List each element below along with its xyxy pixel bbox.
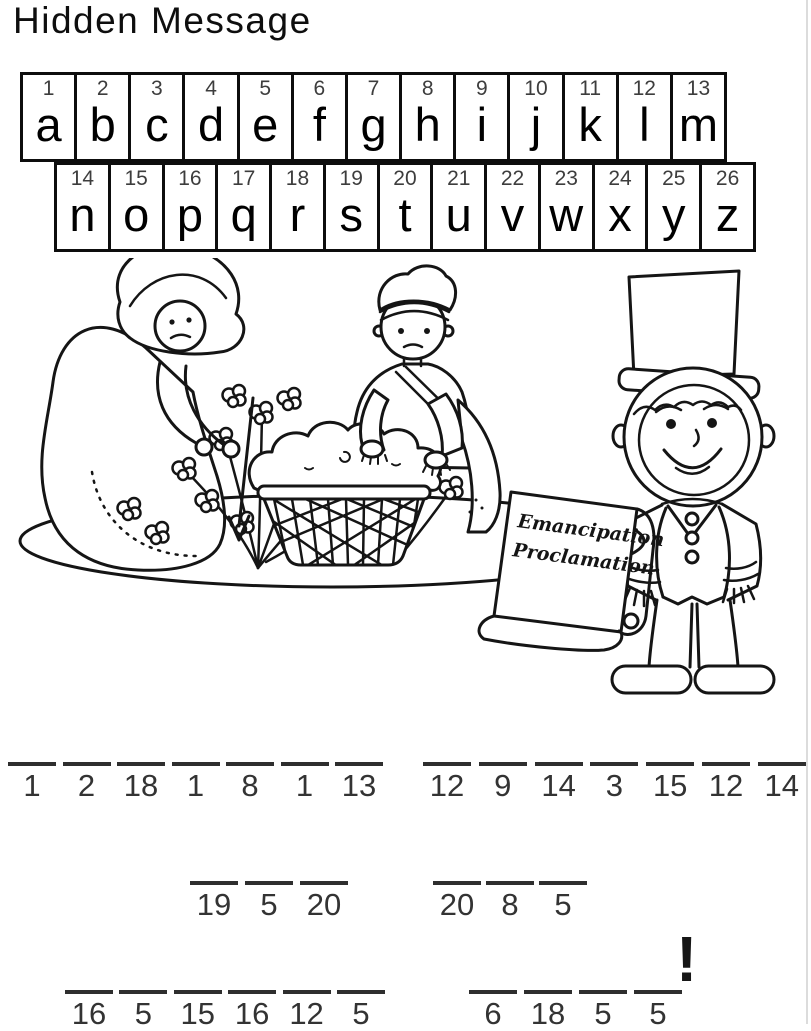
cipher-number: 10 (524, 77, 548, 100)
answer-blank: 18 (117, 762, 165, 801)
cipher-letter: u (445, 188, 472, 241)
cipher-letter: t (398, 188, 412, 241)
answer-blank: 16 (228, 990, 276, 1029)
cipher-cell (702, 165, 753, 249)
cipher-cell (402, 75, 456, 159)
scroll-text-line2: Proclamation (511, 539, 656, 580)
cipher-number: 21 (447, 167, 471, 190)
cipher-letter: m (678, 98, 719, 151)
cipher-letter: j (530, 98, 542, 151)
cipher-cell (565, 75, 619, 159)
cipher-number: 23 (554, 167, 578, 190)
answer-blank: 5 (337, 990, 385, 1029)
cipher-letter: l (639, 98, 650, 151)
answer-blank: 15 (174, 990, 222, 1029)
cipher-cell (673, 75, 724, 159)
cipher-number: 14 (70, 167, 95, 190)
answer-blank: 12 (283, 990, 331, 1029)
cipher-letter: d (197, 98, 225, 151)
cipher-cell (218, 165, 272, 249)
answer-line3-word1 (65, 990, 385, 1029)
cipher-number: 20 (393, 167, 417, 190)
exclamation-mark: ! (676, 923, 698, 995)
cipher-cell (57, 165, 111, 249)
cipher-number: 18 (285, 167, 310, 190)
answer-blank: 1 (8, 762, 56, 801)
scroll-text-line1: Emancipation (516, 510, 666, 552)
answer-blank: 1 (172, 762, 220, 801)
answer-blank: 19 (190, 881, 238, 920)
cipher-letter: w (549, 188, 584, 241)
answer-blank: 20 (300, 881, 348, 920)
cipher-number: 5 (259, 77, 272, 100)
answer-blank: 20 (433, 881, 481, 920)
cipher-letter: v (500, 188, 525, 241)
page-edge-line (806, 0, 808, 1024)
cipher-cell (272, 165, 326, 249)
answer-blank: 18 (524, 990, 572, 1029)
cotton-picker-woman (42, 258, 244, 570)
cipher-cell (131, 75, 185, 159)
cipher-number: 1 (42, 77, 55, 100)
cipher-cell (541, 165, 595, 249)
answer-blank: 12 (702, 762, 750, 801)
emancipation-scroll (479, 492, 666, 650)
cipher-cell (294, 75, 348, 159)
cipher-number: 22 (500, 167, 525, 190)
cipher-table-row2 (54, 162, 756, 252)
cipher-cell (487, 165, 541, 249)
answer-blank: 14 (535, 762, 583, 801)
cipher-number: 9 (475, 77, 488, 100)
cipher-cell (619, 75, 673, 159)
cipher-cell (348, 75, 402, 159)
answer-blank: 13 (335, 762, 383, 801)
cipher-cell (510, 75, 564, 159)
answer-blank: 8 (486, 881, 534, 920)
answer-line1-word2 (423, 762, 806, 801)
cipher-cell (240, 75, 294, 159)
cipher-letter: n (69, 188, 96, 241)
answer-blank: 1 (281, 762, 329, 801)
cipher-cell (595, 165, 649, 249)
answer-blank: 5 (634, 990, 682, 1029)
cipher-number: 11 (579, 77, 602, 100)
answer-line2-word2 (433, 881, 587, 920)
answer-blank: 8 (226, 762, 274, 801)
lincoln-figure (612, 271, 774, 693)
cipher-number: 7 (367, 77, 380, 100)
cipher-letter: s (339, 188, 363, 241)
cipher-letter: p (176, 188, 203, 241)
answer-line2-word1 (190, 881, 348, 920)
answer-blank: 15 (646, 762, 694, 801)
answer-blank: 5 (245, 881, 293, 920)
cipher-cell (23, 75, 77, 159)
cipher-number: 3 (151, 77, 163, 100)
cipher-number: 8 (421, 77, 434, 100)
cipher-number: 12 (632, 77, 656, 100)
cipher-letter: a (35, 98, 62, 151)
cipher-cell (326, 165, 380, 249)
cipher-cell (111, 165, 165, 249)
answer-blank: 16 (65, 990, 113, 1029)
answer-blank: 5 (539, 881, 587, 920)
cipher-letter: e (252, 98, 279, 151)
cipher-letter: c (145, 98, 169, 151)
cipher-letter: k (578, 98, 602, 151)
answer-blank: 2 (63, 762, 111, 801)
cipher-letter: f (312, 98, 326, 151)
answer-line1-word1 (8, 762, 383, 801)
cipher-number: 24 (608, 167, 632, 190)
cipher-letter: q (230, 188, 257, 241)
answer-blank: 12 (423, 762, 471, 801)
cipher-letter: r (289, 188, 306, 241)
cipher-letter: o (123, 188, 150, 241)
cipher-cell (648, 165, 702, 249)
cipher-letter: y (662, 188, 686, 241)
cipher-number: 25 (662, 167, 686, 190)
cipher-letter: z (715, 188, 740, 241)
cipher-cell (165, 165, 219, 249)
answer-blank: 5 (119, 990, 167, 1029)
cipher-number: 17 (232, 167, 256, 190)
cipher-letter: g (360, 98, 387, 151)
cipher-letter: i (476, 98, 488, 151)
cipher-number: 26 (715, 167, 740, 190)
cipher-letter: b (89, 98, 116, 151)
cipher-number: 16 (178, 167, 202, 190)
cipher-cell (77, 75, 131, 159)
cipher-cell (433, 165, 487, 249)
worksheet-illustration (0, 258, 811, 710)
cipher-cell (456, 75, 510, 159)
cipher-letter: x (608, 188, 632, 241)
cipher-number: 19 (339, 167, 363, 190)
cipher-letter: h (414, 98, 441, 151)
cipher-number: 6 (313, 77, 326, 100)
answer-blank: 14 (758, 762, 806, 801)
answer-blank: 9 (479, 762, 527, 801)
page-title: Hidden Message (13, 0, 312, 41)
answer-line3-word2 (469, 990, 682, 1029)
answer-blank: 5 (579, 990, 627, 1029)
answer-blank: 3 (590, 762, 638, 801)
cipher-table-row1 (20, 72, 727, 162)
cipher-number: 4 (205, 77, 217, 100)
cipher-number: 2 (96, 77, 109, 100)
cipher-number: 13 (686, 77, 711, 100)
answer-blank: 6 (469, 990, 517, 1029)
cipher-number: 15 (124, 167, 148, 190)
cipher-cell (185, 75, 239, 159)
cipher-cell (380, 165, 434, 249)
